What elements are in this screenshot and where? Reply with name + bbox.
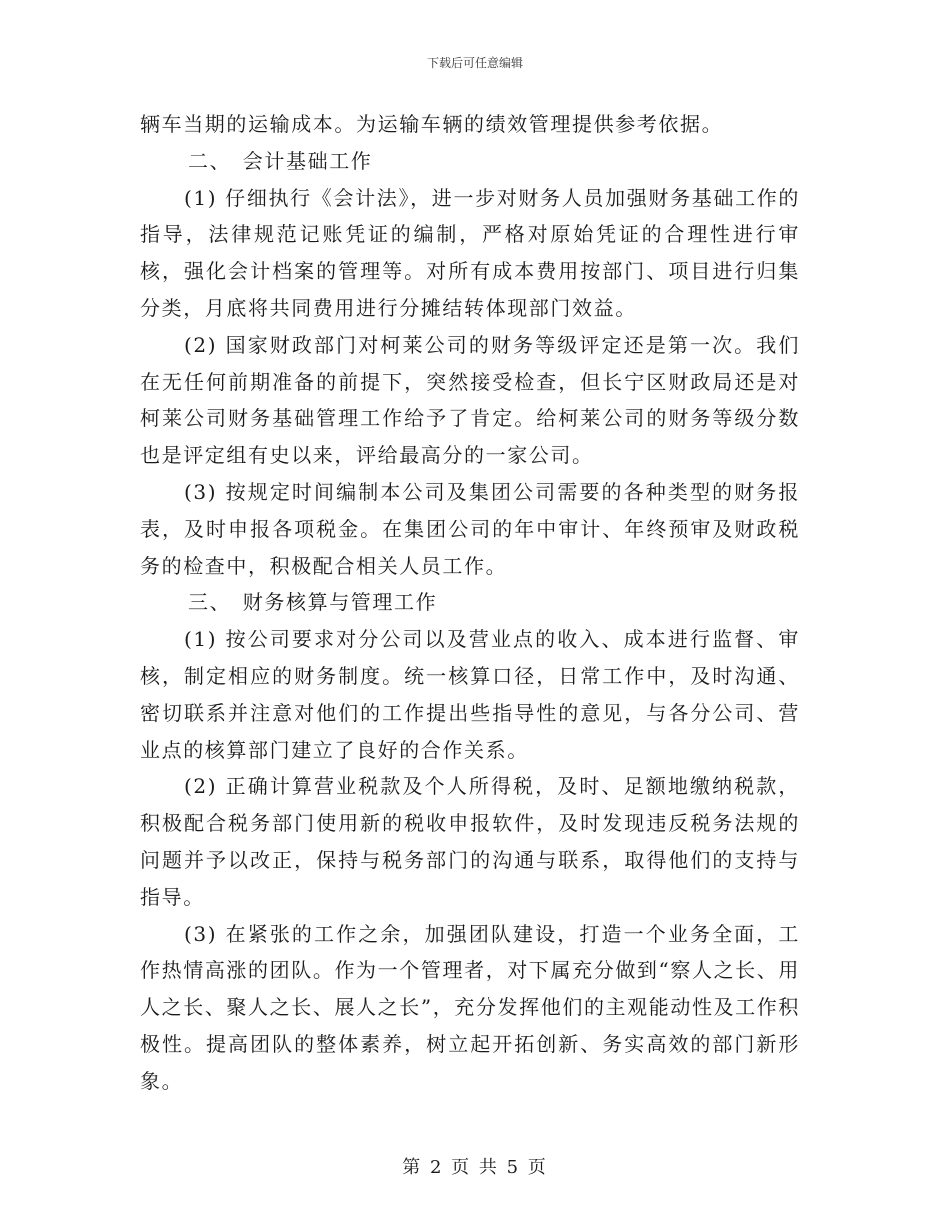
document-body [140, 106, 800, 1100]
body-paragraph: (1) 仔细执行《会计法》，进一步对财务人员加强财务基础工作的指导，法律规范记账凭证的编制，严格对原始凭证的合理性进行审核，强化会计档案的管理等。对所有成本费用按部门、项目进行归集分类，月底将共同费用进行分摊结转体现部门效益。 [140, 185, 800, 320]
continuation-paragraph: 辆车当期的运输成本。为运输车辆的绩效管理提供参考依据。 [140, 112, 724, 136]
body-paragraph: (3) 在紧张的工作之余，加强团队建设，打造一个业务全面，工作热情高涨的团队。作为一个管理者，对下属充分做到“察人之长、用人之长、聚人之长、展人之长”，充分发挥他们的主观能动性及工作积极性。提高团队的整体素养，树立起开拓创新、务实高效的部门新形象。 [140, 921, 800, 1093]
body-paragraph: (3) 按规定时间编制本公司及集团公司需要的各种类型的财务报表，及时申报各项税金。在集团公司的年中审计、年终预审及财政税务的检查中，积极配合相关人员工作。 [140, 479, 800, 578]
body-paragraph: (2) 国家财政部门对柯莱公司的财务等级评定还是第一次。我们在无任何前期准备的前提下，突然接受检查，但长宁区财政局还是对柯莱公司财务基础管理工作给予了肯定。给柯莱公司的财务等级分数也是评定组有史以来，评给最高分的一家公司。 [140, 332, 800, 468]
page-number: 第 2 页 共 5 页 [402, 1157, 548, 1178]
page-header-note: 下载后可任意编辑 [426, 56, 523, 70]
section-heading: 二、 会计基础工作 [188, 148, 373, 173]
section-heading: 三、 财务核算与管理工作 [188, 590, 438, 615]
body-paragraph: (1) 按公司要求对分公司以及营业点的收入、成本进行监督、审核，制定相应的财务制度。统一核算口径，日常工作中，及时沟通、密切联系并注意对他们的工作提出些指导性的意见，与各分公司、营业点的核算部门建立了良好的合作关系。 [140, 627, 800, 762]
body-paragraph: (2) 正确计算营业税款及个人所得税，及时、足额地缴纳税款，积极配合税务部门使用新的税收申报软件，及时发现违反税务法规的问题并予以改正，保持与税务部门的沟通与联系，取得他们的支持与指导。 [140, 774, 800, 909]
